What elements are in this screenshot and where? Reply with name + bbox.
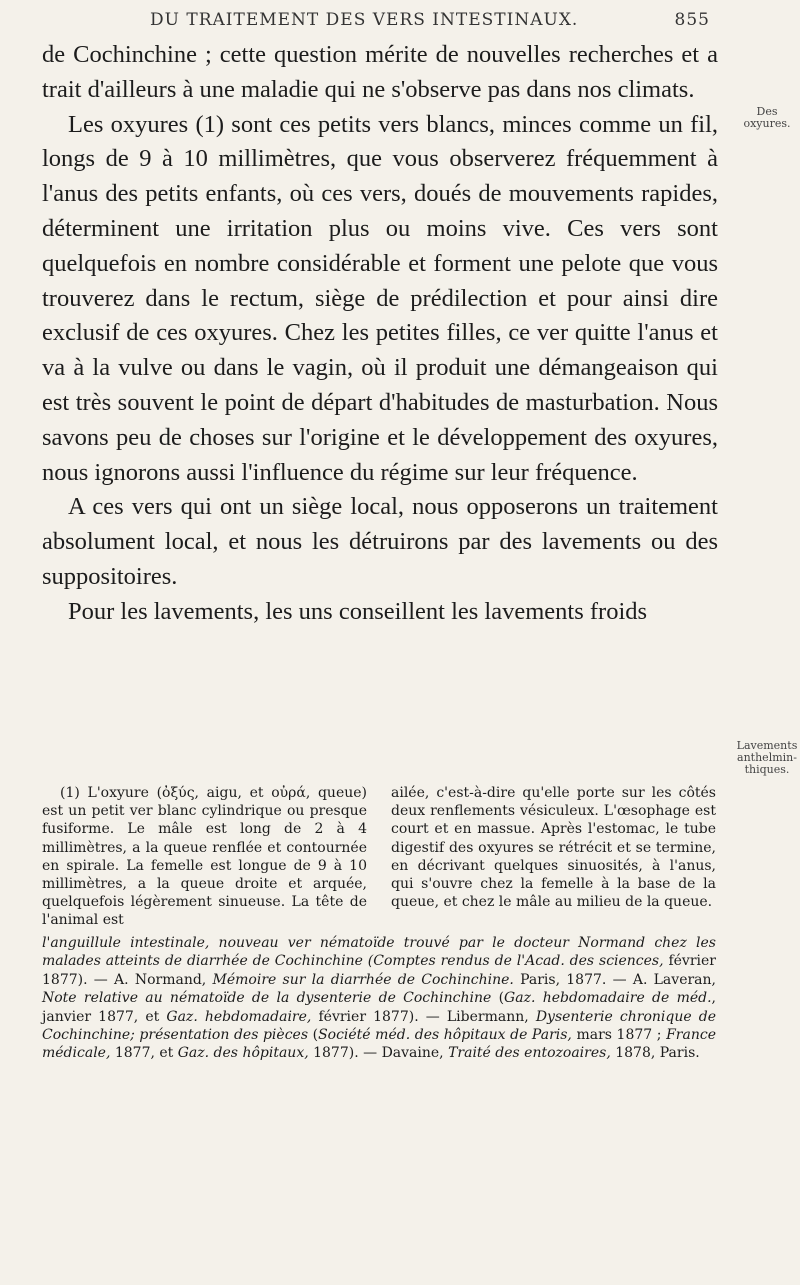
- footnote-column-right: [391, 784, 716, 930]
- footnote-column-left: [42, 784, 367, 930]
- references-text: l'anguillule intestinale, nouveau ver nématoïde trouvé par le docteur Normand chez les malades atteints de diarrhée de Cochinchine (Comptes rendus de l'Acad. des sciences, février 1877). — A. Normand, Mémoire sur la diarrhée de Cochinchine. Paris, 1877. — A. Laveran, Note relative au nématoïde de la dysenterie de Cochinchine (Gaz. hebdomadaire de méd., janvier 1877, et Gaz. hebdomadaire, février 1877). — Libermann, Dysenterie chronique de Cochinchine; présentation des pièces (Société méd. des hôpitaux de Paris, mars 1877 ; France médicale, 1877, et Gaz. des hôpitaux, 1877). — Davaine, Traité des entozoaires, 1878, Paris.: [42, 935, 717, 1062]
- page-number: 855: [674, 10, 710, 30]
- margin-note-oxyures: Des oxyures.: [743, 105, 791, 130]
- running-header: [150, 10, 710, 30]
- main-text: [42, 38, 718, 630]
- footnote-text-right: ailée, c'est-à-dire qu'elle porte sur les côtés deux renflements vésiculeux. L'œsophage est court et en massue. Après l'estomac, le tube digestif des oxyures se rétrécit et se termine, en décrivant quelques sinuosités, à l'anus, qui s'ouvre chez la femelle à la base de la queue, et chez le mâle au milieu de la queue.: [391, 785, 716, 911]
- paragraph-continued: de Cochinchine ; cette question mérite de nouvelles recherches et a trait d'ailleurs à une maladie qui ne s'observe pas dans nos climats.: [42, 41, 718, 103]
- references-note: [42, 934, 716, 1063]
- footnote-oxyure: [42, 784, 716, 930]
- paragraph-lavements: Pour les lavements, les uns conseillent les lavements froids: [68, 597, 648, 625]
- paragraph-treatment: A ces vers qui ont un siège local, nous opposerons un traitement absolument local, et nous les détruirons par des lavements ou des suppositoires.: [42, 493, 718, 590]
- running-title: DU TRAITEMENT DES VERS INTESTINAUX.: [150, 10, 579, 30]
- margin-note-lavements: Lavements anthelmin-thiques.: [736, 739, 798, 776]
- paragraph-oxyures: Les oxyures (1) sont ces petits vers blancs, minces comme un fil, longs de 9 à 10 millimètres, que vous observerez fréquemment à l'anus des petits enfants, où ces vers, doués de mouvements rapides, déterminent une irritation plus ou moins vive. Ces vers sont quelquefois en nombre considérable et forment une pelote que vous trouverez dans le rectum, siège de prédilection et pour ainsi dire exclusif de ces oxyures. Chez les petites filles, ce ver quitte l'anus et va à la vulve ou dans le vagin, où il produit une démangeaison qui est très souvent le point de départ d'habitudes de masturbation. Nous savons peu de choses sur l'origine et le développement des oxyures, nous ignorons aussi l'influence du régime sur leur fréquence.: [42, 110, 718, 486]
- footnote-text-left: (1) L'oxyure (ὀξύς, aigu, et οὐρά, queue) est un petit ver blanc cylindrique ou presque fusiforme. Le mâle est long de 2 à 4 millimètres, a la queue renflée et contournée en spirale. La femelle est longue de 9 à 10 millimètres, a la queue droite et arquée, quelquefois légèrement sinueuse. La tête de l'animal est: [42, 785, 367, 929]
